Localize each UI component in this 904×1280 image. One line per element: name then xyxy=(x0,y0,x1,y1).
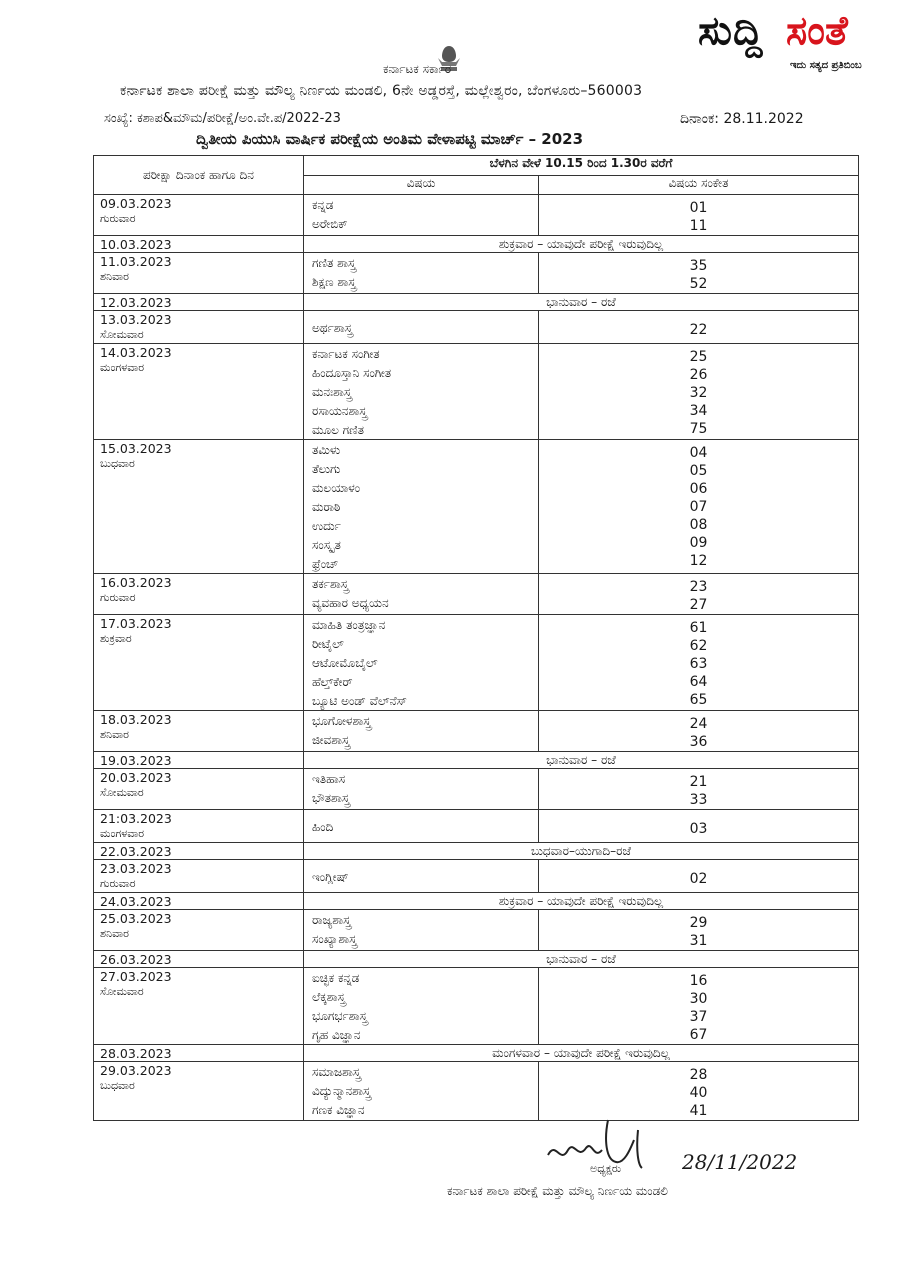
subject-code: 11 xyxy=(689,218,708,234)
subject-name: ಕನ್ನಡ xyxy=(312,198,334,212)
code-cell xyxy=(539,711,859,752)
signature-date: 28/11/2022 xyxy=(682,1150,798,1174)
exam-date: 20.03.2023 xyxy=(100,770,172,785)
subject-code: 04 xyxy=(689,445,708,461)
exam-day: ಮಂಗಳವಾರ xyxy=(100,827,145,840)
subject-code: 75 xyxy=(689,421,708,437)
logo-text-2: ಸಂತೆ xyxy=(786,8,848,54)
page-title: ದ್ವಿತೀಯ ಪಿಯುಸಿ ವಾರ್ಷಿಕ ಪರೀಕ್ಷೆಯ ಅಂತಿಮ ವೇಳಾಪಟ್ಟಿ ಮಾರ್ಚ್ – 2023 xyxy=(196,130,584,148)
subject-name: ಗಣಿತ ಶಾಸ್ತ್ರ xyxy=(312,256,356,270)
subject-code: 40 xyxy=(689,1085,708,1101)
table-row xyxy=(94,615,859,711)
board-name-footer: ಕರ್ನಾಟಕ ಶಾಲಾ ಪರೀಕ್ಷೆ ಮತ್ತು ಮೌಲ್ಯ ನಿರ್ಣಯ ಮಂಡಲಿ xyxy=(447,1184,668,1198)
exam-day: ಸೋಮವಾರ xyxy=(100,985,144,998)
govt-label xyxy=(383,62,451,77)
subject-name: ರಾಜ್ಯಶಾಸ್ತ್ರ xyxy=(312,913,351,927)
table-row xyxy=(94,860,859,893)
subject-cell xyxy=(304,344,539,440)
date-cell xyxy=(94,860,304,893)
date-cell xyxy=(94,843,304,860)
date-cell xyxy=(94,440,304,574)
code-cell xyxy=(539,860,859,893)
table-row xyxy=(94,574,859,615)
subject-name: ಗಣಕ ವಿಜ್ಞಾನ xyxy=(312,1103,365,1117)
designation: ಅಧ್ಯಕ್ಷರು xyxy=(590,1162,622,1175)
subject-name: ಹಿಂದೂಸ್ತಾನಿ ಸಂಗೀತ xyxy=(312,366,392,380)
col-header-date: ಪರೀಕ್ಷಾ ದಿನಾಂಕ ಹಾಗೂ ದಿನ xyxy=(94,156,304,195)
subject-name: ಶಿಕ್ಷಣ ಶಾಸ್ತ್ರ xyxy=(312,275,356,289)
subject-code: 41 xyxy=(689,1103,708,1119)
subject-name: ತರ್ಕಶಾಸ್ತ್ರ xyxy=(312,577,349,591)
exam-date: 19.03.2023 xyxy=(100,753,172,768)
code-cell xyxy=(539,968,859,1045)
holiday-note: ಭಾನುವಾರ – ರಜೆ xyxy=(304,752,859,769)
subject-name: ಮರಾಠಿ xyxy=(312,500,341,514)
subject-code: 64 xyxy=(689,674,708,690)
exam-date: 22.03.2023 xyxy=(100,844,172,859)
exam-day: ಬುಧವಾರ xyxy=(100,457,135,470)
code-cell xyxy=(539,574,859,615)
subject-cell xyxy=(304,253,539,294)
subject-name: ತೆಲುಗು xyxy=(312,462,341,476)
subject-code: 65 xyxy=(689,692,708,708)
subject-name: ಹಿಂದಿ xyxy=(312,820,334,834)
date-cell xyxy=(94,615,304,711)
table-row xyxy=(94,1062,859,1121)
table-row xyxy=(94,195,859,236)
holiday-note: ಬುಧವಾರ–ಯುಗಾದಿ–ರಜೆ xyxy=(304,843,859,860)
holiday-note: ಭಾನುವಾರ – ರಜೆ xyxy=(304,294,859,311)
exam-date: 28.03.2023 xyxy=(100,1046,172,1061)
subject-name: ರೀಟೈಲ್ xyxy=(312,637,344,651)
date-cell xyxy=(94,711,304,752)
code-cell xyxy=(539,440,859,574)
code-cell xyxy=(539,195,859,236)
subject-cell xyxy=(304,574,539,615)
holiday-row xyxy=(94,1045,859,1062)
subject-code: 26 xyxy=(689,367,708,383)
subject-code: 34 xyxy=(689,403,708,419)
subject-code: 07 xyxy=(689,499,708,515)
exam-timetable xyxy=(93,155,859,1121)
subject-code: 61 xyxy=(689,620,708,636)
subject-cell xyxy=(304,195,539,236)
subject-code: 03 xyxy=(689,821,708,837)
subject-code: 23 xyxy=(689,579,708,595)
subject-code: 22 xyxy=(689,322,708,338)
holiday-row xyxy=(94,752,859,769)
date-cell xyxy=(94,752,304,769)
table-row xyxy=(94,968,859,1045)
subject-name: ವ್ಯವಹಾರ ಅಧ್ಯಯನ xyxy=(312,596,389,610)
date-cell xyxy=(94,311,304,344)
exam-date: 16.03.2023 xyxy=(100,575,172,590)
table-row xyxy=(94,810,859,843)
subject-name: ಇತಿಹಾಸ xyxy=(312,772,346,786)
exam-date: 12.03.2023 xyxy=(100,295,172,310)
exam-day: ಶನಿವಾರ xyxy=(100,927,129,940)
subject-name: ಮೂಲ ಗಣಿತ xyxy=(312,423,365,437)
holiday-note: ಶುಕ್ರವಾರ – ಯಾವುದೇ ಪರೀಕ್ಷೆ ಇರುವುದಿಲ್ಲ xyxy=(304,893,859,910)
board-address: ಕರ್ನಾಟಕ ಶಾಲಾ ಪರೀಕ್ಷೆ ಮತ್ತು ಮೌಲ್ಯ ನಿರ್ಣಯ ಮಂಡಲಿ, 6ನೇ ಅಡ್ಡರಸ್ತೆ, ಮಲ್ಲೇಶ್ವರಂ, ಬೆಂಗಳೂರು–560003 xyxy=(120,83,643,99)
table-row xyxy=(94,253,859,294)
exam-date: 18.03.2023 xyxy=(100,712,172,727)
subject-code: 35 xyxy=(689,258,708,274)
code-cell xyxy=(539,615,859,711)
subject-code: 28 xyxy=(689,1067,708,1083)
date-cell xyxy=(94,769,304,810)
subject-name: ಆಟೋಮೊಬೈಲ್ xyxy=(312,656,378,670)
holiday-row xyxy=(94,951,859,968)
date-cell xyxy=(94,951,304,968)
date-cell xyxy=(94,236,304,253)
logo-tagline: ಇದು ಸತ್ಯದ ಪ್ರತಿಬಿಂಬ xyxy=(790,60,862,71)
date-cell xyxy=(94,253,304,294)
exam-date: 21:03.2023 xyxy=(100,811,172,826)
subject-cell xyxy=(304,769,539,810)
subject-cell xyxy=(304,910,539,951)
holiday-row xyxy=(94,294,859,311)
table-row xyxy=(94,311,859,344)
date-cell xyxy=(94,910,304,951)
date-cell xyxy=(94,1045,304,1062)
exam-date: 24.03.2023 xyxy=(100,894,172,909)
subject-name: ಭೂಗರ್ಭಶಾಸ್ತ್ರ xyxy=(312,1009,368,1023)
table-row xyxy=(94,440,859,574)
subject-cell xyxy=(304,311,539,344)
subject-code: 36 xyxy=(689,734,708,750)
exam-date: 14.03.2023 xyxy=(100,345,172,360)
subject-name: ತಮಿಳು xyxy=(312,443,341,457)
sudhi-sante-logo xyxy=(698,8,893,74)
issue-date: ದಿನಾಂಕ: 28.11.2022 xyxy=(680,111,804,127)
date-cell xyxy=(94,195,304,236)
govt-text: ಕರ್ನಾಟಕ ಸರ್ಕಾರ xyxy=(383,62,452,76)
subject-cell xyxy=(304,810,539,843)
subject-code: 08 xyxy=(689,517,708,533)
exam-date: 09.03.2023 xyxy=(100,196,172,211)
subject-code: 24 xyxy=(689,716,708,732)
date-cell xyxy=(94,893,304,910)
subject-code: 63 xyxy=(689,656,708,672)
holiday-note: ಶುಕ್ರವಾರ – ಯಾವುದೇ ಪರೀಕ್ಷೆ ಇರುವುದಿಲ್ಲ xyxy=(304,236,859,253)
holiday-row xyxy=(94,843,859,860)
subject-name: ಕರ್ನಾಟಕ ಸಂಗೀತ xyxy=(312,347,380,361)
subject-code: 67 xyxy=(689,1027,708,1043)
exam-date: 13.03.2023 xyxy=(100,312,172,327)
code-cell xyxy=(539,810,859,843)
subject-name: ವಿದ್ಯುನ್ಮಾನಶಾಸ್ತ್ರ xyxy=(312,1084,371,1098)
logo-text-1: ಸುದ್ದಿ xyxy=(698,8,764,54)
holiday-row xyxy=(94,236,859,253)
subject-code: 52 xyxy=(689,276,708,292)
subject-name: ಮನಃಶಾಸ್ತ್ರ xyxy=(312,385,352,399)
exam-date: 15.03.2023 xyxy=(100,441,172,456)
subject-name: ಜೀವಶಾಸ್ತ್ರ xyxy=(312,733,350,747)
exam-day: ಸೋಮವಾರ xyxy=(100,328,144,341)
exam-date: 27.03.2023 xyxy=(100,969,172,984)
subject-code: 27 xyxy=(689,597,708,613)
subject-code: 37 xyxy=(689,1009,708,1025)
subject-code: 33 xyxy=(689,792,708,808)
subject-code: 32 xyxy=(689,385,708,401)
subject-cell xyxy=(304,1062,539,1121)
date-cell xyxy=(94,1062,304,1121)
subject-code: 30 xyxy=(689,991,708,1007)
subject-code: 02 xyxy=(689,871,708,887)
code-cell xyxy=(539,253,859,294)
exam-day: ಶುಕ್ರವಾರ xyxy=(100,632,132,645)
subject-cell xyxy=(304,440,539,574)
subject-name: ರಸಾಯನಶಾಸ್ತ್ರ xyxy=(312,404,368,418)
exam-day: ಬುಧವಾರ xyxy=(100,1079,135,1092)
table-row xyxy=(94,769,859,810)
subject-code: 01 xyxy=(689,200,708,216)
subject-cell xyxy=(304,711,539,752)
exam-day: ಗುರುವಾರ xyxy=(100,877,136,890)
date-cell xyxy=(94,968,304,1045)
subject-cell xyxy=(304,615,539,711)
table-row xyxy=(94,711,859,752)
exam-date: 29.03.2023 xyxy=(100,1063,172,1078)
code-cell xyxy=(539,910,859,951)
exam-day: ಗುರುವಾರ xyxy=(100,591,136,604)
subject-name: ಬ್ಯೂಟಿ ಅಂಡ್ ವೆಲ್‌ನೆಸ್ xyxy=(312,694,407,708)
subject-code: 25 xyxy=(689,349,708,365)
exam-date: 23.03.2023 xyxy=(100,861,172,876)
exam-date: 26.03.2023 xyxy=(100,952,172,967)
subject-code: 62 xyxy=(689,638,708,654)
subject-name: ಐಚ್ಛಿಕ ಕನ್ನಡ xyxy=(312,971,360,985)
subject-name: ಸಮಾಜಶಾಸ್ತ್ರ xyxy=(312,1065,361,1079)
subject-code: 12 xyxy=(689,553,708,569)
exam-day: ಸೋಮವಾರ xyxy=(100,786,144,799)
exam-time-header: ಬೆಳಗಿನ ವೇಳೆ 10.15 ರಿಂದ 1.30ರ ವರೆಗೆ xyxy=(304,156,859,176)
exam-day: ಶನಿವಾರ xyxy=(100,728,129,741)
exam-day: ಶನಿವಾರ xyxy=(100,270,129,283)
subject-name: ಭೌತಶಾಸ್ತ್ರ xyxy=(312,791,350,805)
subject-name: ಸಂಸ್ಕೃತ xyxy=(312,538,341,552)
subject-name: ಇಂಗ್ಲೀಷ್ xyxy=(312,870,349,884)
subject-code: 21 xyxy=(689,774,708,790)
subject-name: ಉರ್ದು xyxy=(312,519,341,533)
exam-day: ಮಂಗಳವಾರ xyxy=(100,361,145,374)
subject-code: 09 xyxy=(689,535,708,551)
col-header-subject: ವಿಷಯ xyxy=(304,175,539,195)
subject-code: 29 xyxy=(689,915,708,931)
subject-cell xyxy=(304,860,539,893)
subject-name: ಮಲಯಾಳಂ xyxy=(312,481,361,495)
code-cell xyxy=(539,769,859,810)
subject-name: ಅರ್ಥಶಾಸ್ತ್ರ xyxy=(312,321,353,335)
subject-name: ಅರೇಬಿಕ್ xyxy=(312,217,348,231)
table-row xyxy=(94,910,859,951)
reference-number: ಸಂಖ್ಯೆ: ಕಶಾಪ&ಮೌಮ/ಪರೀಕ್ಷೆ/ಅಂ.ವೇ.ಪ/2022-23 xyxy=(104,111,341,126)
table-row xyxy=(94,344,859,440)
exam-date: 11.03.2023 xyxy=(100,254,172,269)
subject-code: 05 xyxy=(689,463,708,479)
exam-date: 10.03.2023 xyxy=(100,237,172,252)
date-cell xyxy=(94,294,304,311)
code-cell xyxy=(539,311,859,344)
holiday-row xyxy=(94,893,859,910)
exam-date: 17.03.2023 xyxy=(100,616,172,631)
exam-date: 25.03.2023 xyxy=(100,911,172,926)
date-cell xyxy=(94,344,304,440)
holiday-note: ಮಂಗಳವಾರ – ಯಾವುದೇ ಪರೀಕ್ಷೆ ಇರುವುದಿಲ್ಲ xyxy=(304,1045,859,1062)
subject-name: ಗೃಹ ವಿಜ್ಞಾನ xyxy=(312,1028,361,1042)
holiday-note: ಭಾನುವಾರ – ರಜೆ xyxy=(304,951,859,968)
date-cell xyxy=(94,574,304,615)
code-cell xyxy=(539,344,859,440)
subject-name: ಸಂಖ್ಯಾಶಾಸ್ತ್ರ xyxy=(312,932,357,946)
exam-day: ಗುರುವಾರ xyxy=(100,212,136,225)
date-cell xyxy=(94,810,304,843)
subject-name: ಫ್ರೆಂಚ್ xyxy=(312,557,339,571)
col-header-code: ವಿಷಯ ಸಂಕೇತ xyxy=(539,175,859,195)
subject-code: 16 xyxy=(689,973,708,989)
subject-cell xyxy=(304,968,539,1045)
subject-name: ಮಾಹಿತಿ ತಂತ್ರಜ್ಞಾನ xyxy=(312,618,386,632)
subject-name: ಲೆಕ್ಕಶಾಸ್ತ್ರ xyxy=(312,990,346,1004)
subject-name: ಹೆಲ್ತ್‌ಕೇರ್ xyxy=(312,675,353,689)
subject-code: 31 xyxy=(689,933,708,949)
subject-code: 06 xyxy=(689,481,708,497)
subject-name: ಭೂಗೋಳಶಾಸ್ತ್ರ xyxy=(312,714,372,728)
